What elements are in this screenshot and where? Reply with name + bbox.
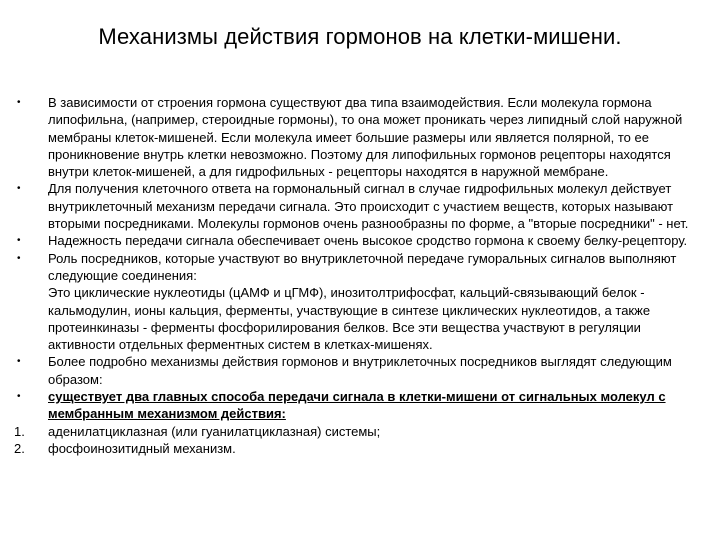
bullet-icon: •: [17, 235, 21, 247]
bullet-icon: •: [17, 356, 21, 368]
bullet-item-signal-reliability: [14, 232, 710, 249]
item-text: Для получения клеточного ответа на гормональный сигнал в случае гидрофильных молекул действует внутриклеточный механизм передачи сигнала. Это происходит с участием веществ, которых называют вторыми посредниками. Молекулы гормонов очень разнообразны по форме, а "вторые посредники" - нет.: [48, 181, 689, 232]
numbered-item-adenylate-cyclase: [14, 423, 710, 440]
numbered-item-phosphoinositide: [14, 440, 710, 457]
item-text-underlined: существует два главных способа передачи сигнала в клетки-мишени от сигнальных молекул с мембранным механизмом действия:: [48, 389, 666, 422]
mediator-list-paragraph: [14, 284, 710, 353]
item-text: Надежность передачи сигнала обеспечивает очень высокое сродство гормона к своему белку-рецептору.: [48, 233, 688, 249]
item-text: Более подробно механизмы действия гормонов и внутриклеточных посредников выглядят следующим образом:: [48, 354, 672, 387]
bullet-icon: •: [17, 391, 21, 403]
item-text: В зависимости от строения гормона существуют два типа взаимодействия. Если молекула гормона липофильна, (например, стероидные гормоны), то она может проникать через липидный слой наружной мембраны клеток-мишеней. Если молекула имеет большие размеры или является полярной, то ее проникновение внутрь клетки невозможно. Поэтому для липофильных гормонов рецепторы находятся внутри клеток-мишеней, а для гидрофильных - рецепторы находятся в наружной мембране.: [48, 95, 683, 180]
bullet-icon: •: [17, 252, 21, 264]
item-text: Роль посредников, которые участвуют во внутриклеточной передаче гуморальных сигналов выполняют следующие соединения:: [48, 250, 677, 283]
number-marker: 1.: [14, 423, 25, 439]
bullet-icon: •: [17, 97, 21, 108]
item-text: аденилатциклазная (или гуанилатциклазная) системы;: [48, 423, 381, 439]
item-text: Это циклические нуклеотиды (цАМФ и цГМФ), инозитолтрифосфат, кальций-связывающий белок - кальмодулин, ионы кальция, ферменты, участвующие в синтезе циклических нуклеотидов, а также протеинкиназы - ферменты фосфорилирования белков. Все эти вещества участвуют в регуляции активности отдельных ферментных систем в клетках-мишенях.: [48, 285, 651, 353]
bullet-item-hormone-interaction-types: [14, 94, 710, 180]
bullet-item-mediator-role: [14, 250, 710, 285]
bullet-icon: •: [17, 183, 21, 195]
bullet-item-intracellular-mechanism: [14, 180, 710, 232]
item-text: фосфоинозитидный механизм.: [48, 440, 236, 456]
number-marker: 2.: [14, 440, 25, 456]
bullet-item-detailed-mechanisms: [14, 353, 710, 388]
bullet-item-two-main-methods: [14, 388, 710, 423]
slide-title: Механизмы действия гормонов на клетки-мишени.: [98, 24, 622, 49]
slide-body: [14, 94, 710, 457]
